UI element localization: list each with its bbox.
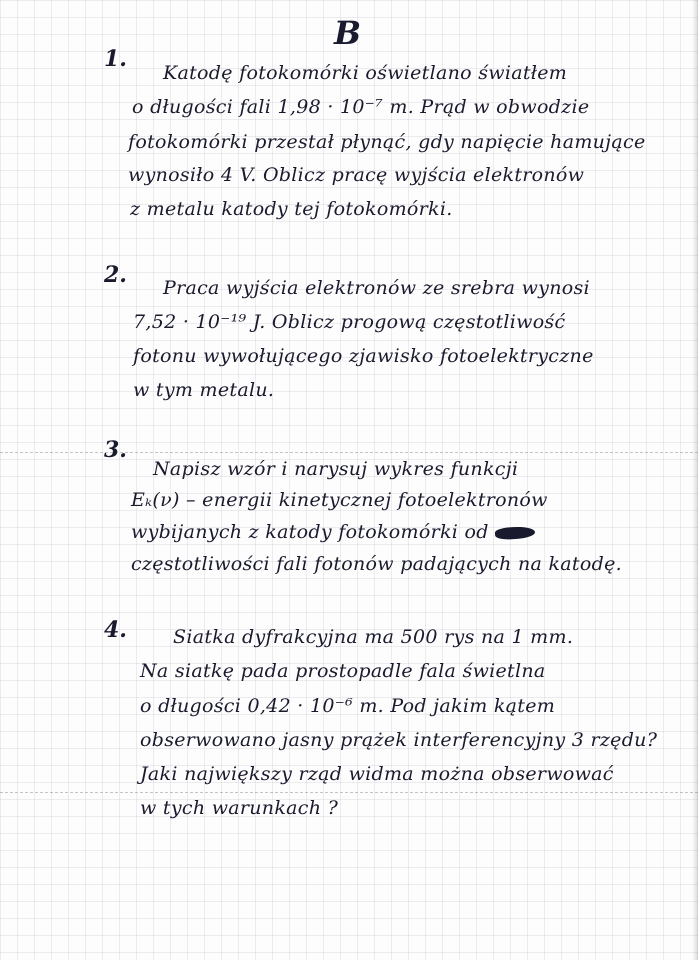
page-edge-shadow	[692, 0, 698, 960]
problem-line: obserwowano jasny prążek interferencyjny 3 rzędu?	[140, 729, 658, 751]
fold-line	[0, 792, 698, 793]
problem-line: o długości 0,42 · 10⁻⁶ m. Pod jakim kątem	[140, 695, 556, 717]
problem-line: wybijanych z katody fotokomórki od	[131, 521, 535, 543]
problem-line: Eₖ(ν) – energii kinetycznej fotoelektronów	[131, 489, 548, 511]
problem-line: Napisz wzór i narysuj wykres funkcji	[153, 458, 519, 480]
problem-number: 1.	[104, 46, 127, 72]
problem-line: w tych warunkach ?	[140, 797, 339, 819]
problem-number: 3.	[104, 437, 127, 463]
variant-title: B	[334, 14, 362, 52]
problem-line: fotokomórki przestał płynąć, gdy napięcie hamujące	[128, 131, 646, 153]
problem-line: z metalu katody tej fotokomórki.	[130, 198, 453, 220]
problem-line: fotonu wywołującego zjawisko fotoelektryczne	[133, 345, 594, 367]
problem-line: wynosiło 4 V. Oblicz pracę wyjścia elektronów	[128, 164, 585, 186]
problem-line: Na siatkę pada prostopadle fala świetlna	[140, 660, 546, 682]
problem-line: 7,52 · 10⁻¹⁹ J. Oblicz progową częstotliwość	[133, 311, 566, 333]
problem-line: o długości fali 1,98 · 10⁻⁷ m. Prąd w obwodzie	[132, 96, 590, 118]
problem-line: Jaki największy rząd widma można obserwować	[140, 763, 614, 785]
problem-number: 2.	[104, 262, 127, 288]
problem-line: Praca wyjścia elektronów ze srebra wynosi	[163, 277, 590, 299]
problem-number: 4.	[104, 617, 127, 643]
problem-line: Katodę fotokomórki oświetlano światłem	[163, 62, 568, 84]
problem-line: częstotliwości fali fotonów padających na katodę.	[131, 553, 622, 575]
problem-line: Siatka dyfrakcyjna ma 500 rys na 1 mm.	[173, 626, 574, 648]
ink-scribble	[495, 526, 536, 541]
problem-line: w tym metalu.	[133, 379, 275, 401]
